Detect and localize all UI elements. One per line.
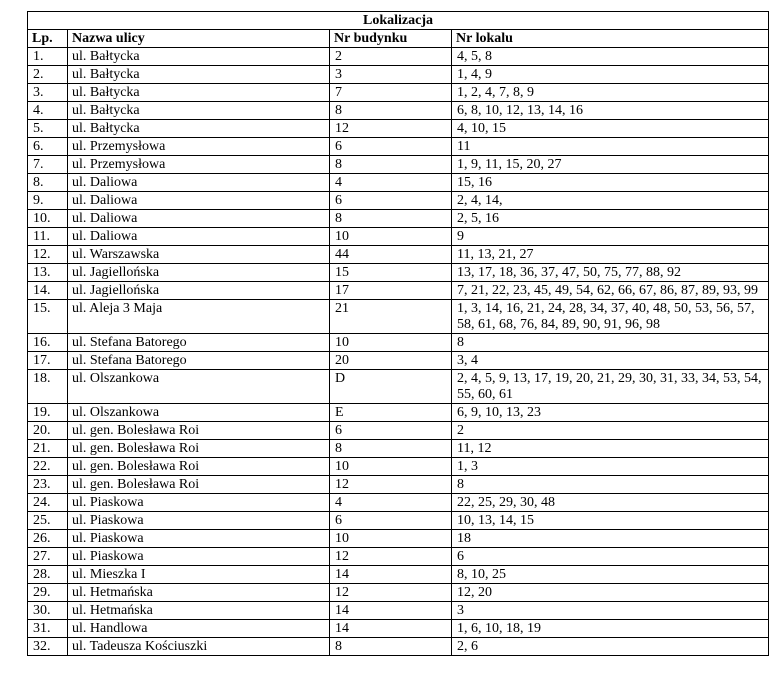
cell-unit-numbers: 8 xyxy=(452,476,769,494)
cell-lp: 24. xyxy=(28,494,68,512)
cell-lp: 14. xyxy=(28,282,68,300)
table-row xyxy=(28,512,769,530)
cell-building-number: 6 xyxy=(330,192,452,210)
cell-lp: 1. xyxy=(28,48,68,66)
column-header-building: Nr budynku xyxy=(330,30,452,48)
table-row xyxy=(28,120,769,138)
cell-unit-numbers: 12, 20 xyxy=(452,584,769,602)
cell-lp: 2. xyxy=(28,66,68,84)
cell-unit-numbers: 6, 9, 10, 13, 23 xyxy=(452,404,769,422)
cell-unit-numbers: 2, 6 xyxy=(452,638,769,656)
cell-lp: 18. xyxy=(28,370,68,404)
cell-lp: 28. xyxy=(28,566,68,584)
cell-street-name: ul. Daliowa xyxy=(68,228,330,246)
cell-street-name: ul. Piaskowa xyxy=(68,512,330,530)
cell-unit-numbers: 2, 4, 5, 9, 13, 17, 19, 20, 21, 29, 30, 31, 33, 34, 53, 54, 55, 60, 61 xyxy=(452,370,769,404)
table-row xyxy=(28,476,769,494)
table-row xyxy=(28,228,769,246)
cell-lp: 22. xyxy=(28,458,68,476)
table-row xyxy=(28,84,769,102)
table-row xyxy=(28,210,769,228)
cell-building-number: 6 xyxy=(330,512,452,530)
cell-building-number: 12 xyxy=(330,584,452,602)
cell-street-name: ul. Stefana Batorego xyxy=(68,334,330,352)
cell-lp: 27. xyxy=(28,548,68,566)
table-row xyxy=(28,370,769,404)
cell-lp: 23. xyxy=(28,476,68,494)
cell-street-name: ul. Olszankowa xyxy=(68,404,330,422)
table-row xyxy=(28,156,769,174)
cell-street-name: ul. Bałtycka xyxy=(68,84,330,102)
table-row xyxy=(28,352,769,370)
cell-building-number: 6 xyxy=(330,138,452,156)
table-row xyxy=(28,548,769,566)
cell-unit-numbers: 1, 3, 14, 16, 21, 24, 28, 34, 37, 40, 48, 50, 53, 56, 57, 58, 61, 68, 76, 84, 89, 90, 91, 96, 98 xyxy=(452,300,769,334)
cell-street-name: ul. Daliowa xyxy=(68,192,330,210)
cell-street-name: ul. Piaskowa xyxy=(68,548,330,566)
table-row xyxy=(28,246,769,264)
cell-unit-numbers: 8, 10, 25 xyxy=(452,566,769,584)
cell-unit-numbers: 15, 16 xyxy=(452,174,769,192)
cell-street-name: ul. Bałtycka xyxy=(68,48,330,66)
cell-building-number: 4 xyxy=(330,174,452,192)
table-row xyxy=(28,566,769,584)
cell-unit-numbers: 11, 13, 21, 27 xyxy=(452,246,769,264)
cell-street-name: ul. Aleja 3 Maja xyxy=(68,300,330,334)
cell-unit-numbers: 1, 6, 10, 18, 19 xyxy=(452,620,769,638)
cell-building-number: 12 xyxy=(330,476,452,494)
cell-unit-numbers: 7, 21, 22, 23, 45, 49, 54, 62, 66, 67, 86, 87, 89, 93, 99 xyxy=(452,282,769,300)
cell-building-number: 14 xyxy=(330,620,452,638)
cell-building-number: 10 xyxy=(330,458,452,476)
cell-building-number: 12 xyxy=(330,120,452,138)
cell-lp: 31. xyxy=(28,620,68,638)
cell-unit-numbers: 1, 9, 11, 15, 20, 27 xyxy=(452,156,769,174)
cell-building-number: 6 xyxy=(330,422,452,440)
cell-lp: 30. xyxy=(28,602,68,620)
cell-lp: 21. xyxy=(28,440,68,458)
cell-building-number: 10 xyxy=(330,228,452,246)
cell-building-number: 15 xyxy=(330,264,452,282)
cell-unit-numbers: 3, 4 xyxy=(452,352,769,370)
cell-unit-numbers: 2, 4, 14, xyxy=(452,192,769,210)
cell-lp: 10. xyxy=(28,210,68,228)
cell-lp: 12. xyxy=(28,246,68,264)
table-row xyxy=(28,264,769,282)
cell-street-name: ul. Piaskowa xyxy=(68,494,330,512)
title-row xyxy=(28,12,769,30)
cell-street-name: ul. Hetmańska xyxy=(68,584,330,602)
cell-unit-numbers: 9 xyxy=(452,228,769,246)
cell-unit-numbers: 10, 13, 14, 15 xyxy=(452,512,769,530)
cell-building-number: 20 xyxy=(330,352,452,370)
cell-lp: 6. xyxy=(28,138,68,156)
cell-building-number: 17 xyxy=(330,282,452,300)
cell-building-number: 14 xyxy=(330,602,452,620)
cell-unit-numbers: 6, 8, 10, 12, 13, 14, 16 xyxy=(452,102,769,120)
column-header-street: Nazwa ulicy xyxy=(68,30,330,48)
table-row xyxy=(28,102,769,120)
cell-unit-numbers: 1, 2, 4, 7, 8, 9 xyxy=(452,84,769,102)
cell-building-number: 44 xyxy=(330,246,452,264)
cell-street-name: ul. gen. Bolesława Roi xyxy=(68,458,330,476)
cell-street-name: ul. Przemysłowa xyxy=(68,138,330,156)
cell-unit-numbers: 1, 3 xyxy=(452,458,769,476)
cell-street-name: ul. Daliowa xyxy=(68,174,330,192)
cell-street-name: ul. Jagiellońska xyxy=(68,264,330,282)
cell-street-name: ul. Stefana Batorego xyxy=(68,352,330,370)
cell-building-number: E xyxy=(330,404,452,422)
table-row xyxy=(28,584,769,602)
cell-street-name: ul. Bałtycka xyxy=(68,66,330,84)
cell-unit-numbers: 2 xyxy=(452,422,769,440)
table-row xyxy=(28,638,769,656)
table-row xyxy=(28,620,769,638)
cell-lp: 5. xyxy=(28,120,68,138)
cell-street-name: ul. Jagiellońska xyxy=(68,282,330,300)
cell-building-number: 21 xyxy=(330,300,452,334)
cell-building-number: 4 xyxy=(330,494,452,512)
cell-lp: 4. xyxy=(28,102,68,120)
table-row xyxy=(28,602,769,620)
cell-unit-numbers: 18 xyxy=(452,530,769,548)
cell-street-name: ul. Piaskowa xyxy=(68,530,330,548)
table-row xyxy=(28,334,769,352)
cell-lp: 17. xyxy=(28,352,68,370)
cell-building-number: 12 xyxy=(330,548,452,566)
table-row xyxy=(28,138,769,156)
cell-unit-numbers: 11 xyxy=(452,138,769,156)
cell-lp: 3. xyxy=(28,84,68,102)
cell-lp: 16. xyxy=(28,334,68,352)
cell-building-number: 3 xyxy=(330,66,452,84)
cell-building-number: 14 xyxy=(330,566,452,584)
table-row xyxy=(28,48,769,66)
table-head xyxy=(28,12,769,48)
cell-street-name: ul. gen. Bolesława Roi xyxy=(68,422,330,440)
cell-lp: 8. xyxy=(28,174,68,192)
cell-building-number: 8 xyxy=(330,440,452,458)
table-row xyxy=(28,494,769,512)
cell-street-name: ul. gen. Bolesława Roi xyxy=(68,440,330,458)
cell-building-number: 8 xyxy=(330,156,452,174)
table-row xyxy=(28,300,769,334)
table-row xyxy=(28,192,769,210)
table-title: Lokalizacja xyxy=(28,12,769,30)
cell-building-number: 10 xyxy=(330,530,452,548)
cell-unit-numbers: 11, 12 xyxy=(452,440,769,458)
cell-lp: 19. xyxy=(28,404,68,422)
cell-lp: 11. xyxy=(28,228,68,246)
cell-lp: 26. xyxy=(28,530,68,548)
cell-building-number: D xyxy=(330,370,452,404)
cell-lp: 25. xyxy=(28,512,68,530)
cell-unit-numbers: 6 xyxy=(452,548,769,566)
cell-street-name: ul. Tadeusza Kościuszki xyxy=(68,638,330,656)
table-row xyxy=(28,422,769,440)
cell-lp: 15. xyxy=(28,300,68,334)
cell-building-number: 8 xyxy=(330,638,452,656)
cell-lp: 7. xyxy=(28,156,68,174)
cell-building-number: 10 xyxy=(330,334,452,352)
cell-street-name: ul. gen. Bolesława Roi xyxy=(68,476,330,494)
cell-unit-numbers: 13, 17, 18, 36, 37, 47, 50, 75, 77, 88, 92 xyxy=(452,264,769,282)
cell-unit-numbers: 1, 4, 9 xyxy=(452,66,769,84)
table-row xyxy=(28,440,769,458)
table-row xyxy=(28,404,769,422)
cell-street-name: ul. Bałtycka xyxy=(68,102,330,120)
cell-lp: 13. xyxy=(28,264,68,282)
cell-lp: 29. xyxy=(28,584,68,602)
table-row xyxy=(28,66,769,84)
cell-street-name: ul. Hetmańska xyxy=(68,602,330,620)
document-page xyxy=(27,11,768,656)
cell-street-name: ul. Przemysłowa xyxy=(68,156,330,174)
cell-lp: 32. xyxy=(28,638,68,656)
cell-street-name: ul. Warszawska xyxy=(68,246,330,264)
table-row xyxy=(28,282,769,300)
location-table xyxy=(27,11,769,656)
column-header-unit: Nr lokalu xyxy=(452,30,769,48)
cell-street-name: ul. Mieszka I xyxy=(68,566,330,584)
table-body xyxy=(28,48,769,656)
column-header-lp: Lp. xyxy=(28,30,68,48)
cell-street-name: ul. Bałtycka xyxy=(68,120,330,138)
cell-building-number: 8 xyxy=(330,102,452,120)
table-row xyxy=(28,174,769,192)
cell-street-name: ul. Handlowa xyxy=(68,620,330,638)
table-row xyxy=(28,458,769,476)
cell-street-name: ul. Olszankowa xyxy=(68,370,330,404)
cell-unit-numbers: 3 xyxy=(452,602,769,620)
cell-building-number: 7 xyxy=(330,84,452,102)
cell-lp: 20. xyxy=(28,422,68,440)
cell-street-name: ul. Daliowa xyxy=(68,210,330,228)
table-row xyxy=(28,530,769,548)
cell-unit-numbers: 8 xyxy=(452,334,769,352)
cell-building-number: 2 xyxy=(330,48,452,66)
cell-building-number: 8 xyxy=(330,210,452,228)
header-row xyxy=(28,30,769,48)
cell-unit-numbers: 2, 5, 16 xyxy=(452,210,769,228)
cell-unit-numbers: 22, 25, 29, 30, 48 xyxy=(452,494,769,512)
cell-lp: 9. xyxy=(28,192,68,210)
cell-unit-numbers: 4, 5, 8 xyxy=(452,48,769,66)
cell-unit-numbers: 4, 10, 15 xyxy=(452,120,769,138)
